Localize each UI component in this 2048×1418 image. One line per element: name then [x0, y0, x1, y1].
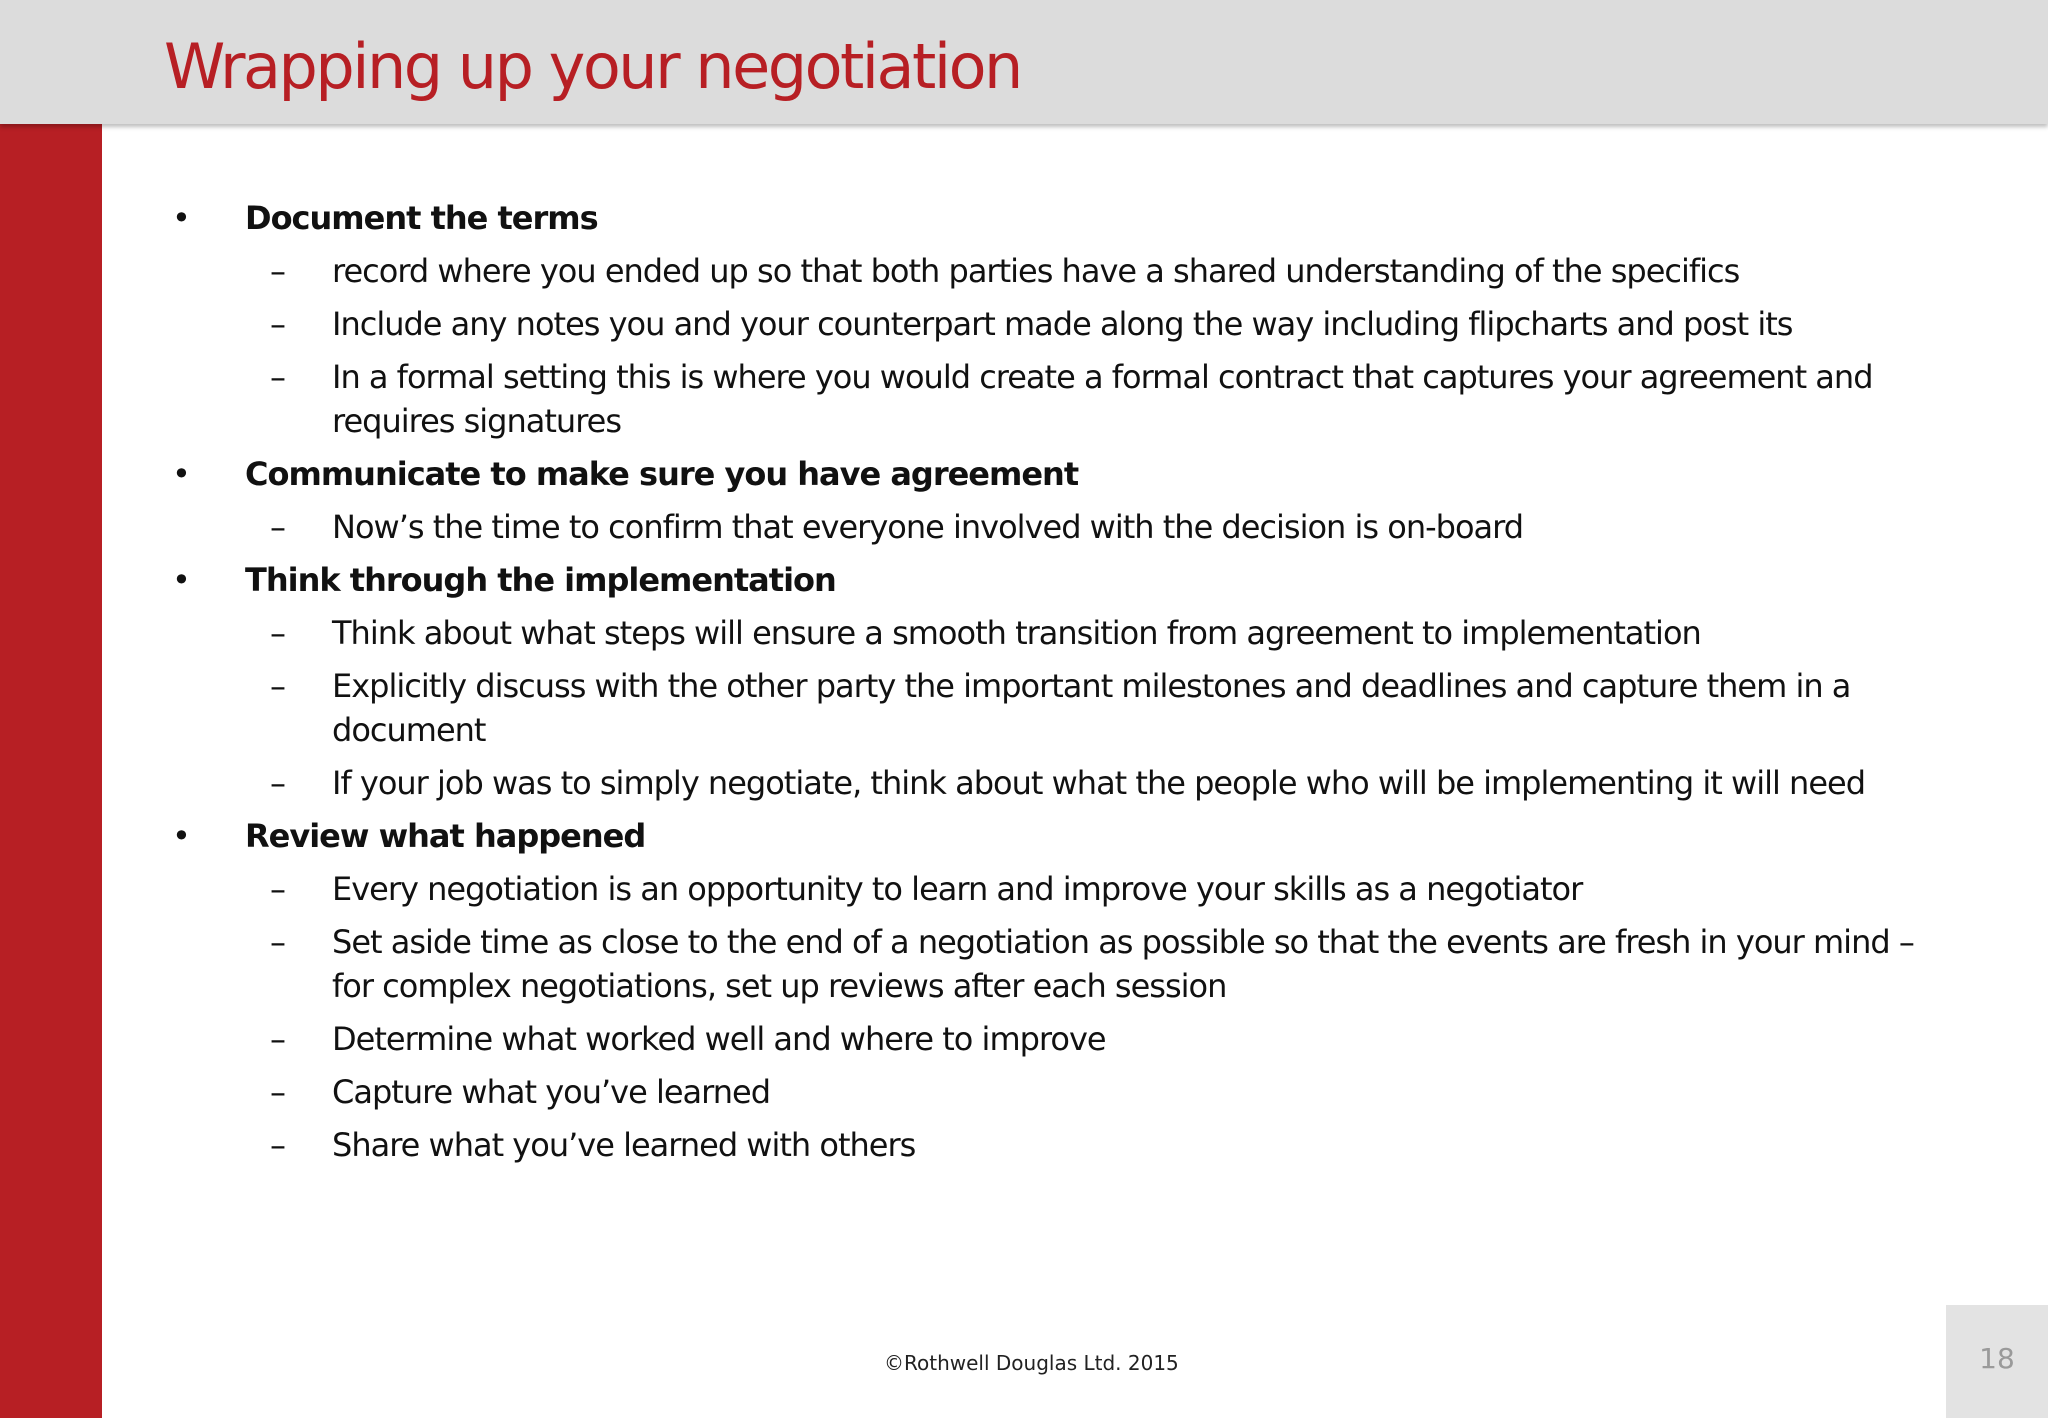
sub-bullet-text: In a formal setting this is where you would create a formal contract that captures your agreement and requires signatures — [332, 358, 1873, 440]
dash-icon: – — [270, 1073, 285, 1111]
dash-icon: – — [270, 614, 285, 652]
sub-bullet-text: Think about what steps will ensure a smooth transition from agreement to implementation — [332, 614, 1701, 652]
sub-bullet — [102, 611, 2002, 655]
sub-bullet-text: Explicitly discuss with the other party the important milestones and deadlines and capture them in a document — [332, 667, 1851, 749]
sub-bullet-text: Capture what you’ve learned — [332, 1073, 771, 1111]
sub-bullet-text: If your job was to simply negotiate, think about what the people who will be implementing it will need — [332, 764, 1865, 802]
bullet-heading-text: Communicate to make sure you have agreement — [245, 455, 1079, 493]
bullet-heading — [102, 558, 2002, 602]
bullet-heading — [102, 452, 2002, 496]
slide-content — [102, 124, 2048, 1418]
bullet-dot-icon: • — [172, 199, 190, 237]
sub-bullet-text: Determine what worked well and where to improve — [332, 1020, 1106, 1058]
sub-bullet — [102, 1070, 2002, 1114]
slide-title: Wrapping up your negotiation — [164, 30, 1021, 103]
bullet-heading-text: Document the terms — [245, 199, 598, 237]
bullet-heading — [102, 196, 2002, 240]
dash-icon: – — [270, 870, 285, 908]
bullet-dot-icon: • — [172, 817, 190, 855]
sub-bullet-text: record where you ended up so that both parties have a shared understanding of the specifics — [332, 252, 1740, 290]
dash-icon: – — [270, 1020, 285, 1058]
bullet-heading-text: Think through the implementation — [245, 561, 836, 599]
sub-bullet-text: Set aside time as close to the end of a negotiation as possible so that the events are fresh in your mind – for complex negotiations, set up reviews after each session — [332, 923, 1914, 1005]
dash-icon: – — [270, 508, 285, 546]
bullet-heading — [102, 814, 2002, 858]
sub-bullet-text: Share what you’ve learned with others — [332, 1126, 916, 1164]
dash-icon: – — [270, 305, 285, 343]
dash-icon: – — [270, 764, 285, 802]
dash-icon: – — [270, 252, 285, 290]
dash-icon: – — [270, 1126, 285, 1164]
sub-bullet-text: Now’s the time to confirm that everyone involved with the decision is on-board — [332, 508, 1524, 546]
sub-bullet — [102, 664, 2002, 752]
sub-bullet — [102, 355, 2002, 443]
sub-bullet — [102, 867, 2002, 911]
bullet-list — [102, 196, 2002, 1176]
sub-bullet — [102, 1123, 2002, 1167]
left-accent-bar — [0, 124, 102, 1418]
sub-bullet — [102, 920, 2002, 1008]
dash-icon: – — [270, 667, 285, 705]
dash-icon: – — [270, 923, 285, 961]
sub-bullet — [102, 761, 2002, 805]
page-number: 18 — [1979, 1342, 2015, 1375]
bullet-dot-icon: • — [172, 561, 190, 599]
title-band — [0, 0, 2048, 124]
sub-bullet — [102, 505, 2002, 549]
bullet-dot-icon: • — [172, 455, 190, 493]
sub-bullet — [102, 249, 2002, 293]
sub-bullet — [102, 302, 2002, 346]
copyright-footer: ©Rothwell Douglas Ltd. 2015 — [884, 1351, 1179, 1375]
dash-icon: – — [270, 358, 285, 396]
bullet-heading-text: Review what happened — [245, 817, 646, 855]
sub-bullet-text: Every negotiation is an opportunity to learn and improve your skills as a negotiator — [332, 870, 1583, 908]
sub-bullet-text: Include any notes you and your counterpart made along the way including flipcharts and post its — [332, 305, 1793, 343]
sub-bullet — [102, 1017, 2002, 1061]
